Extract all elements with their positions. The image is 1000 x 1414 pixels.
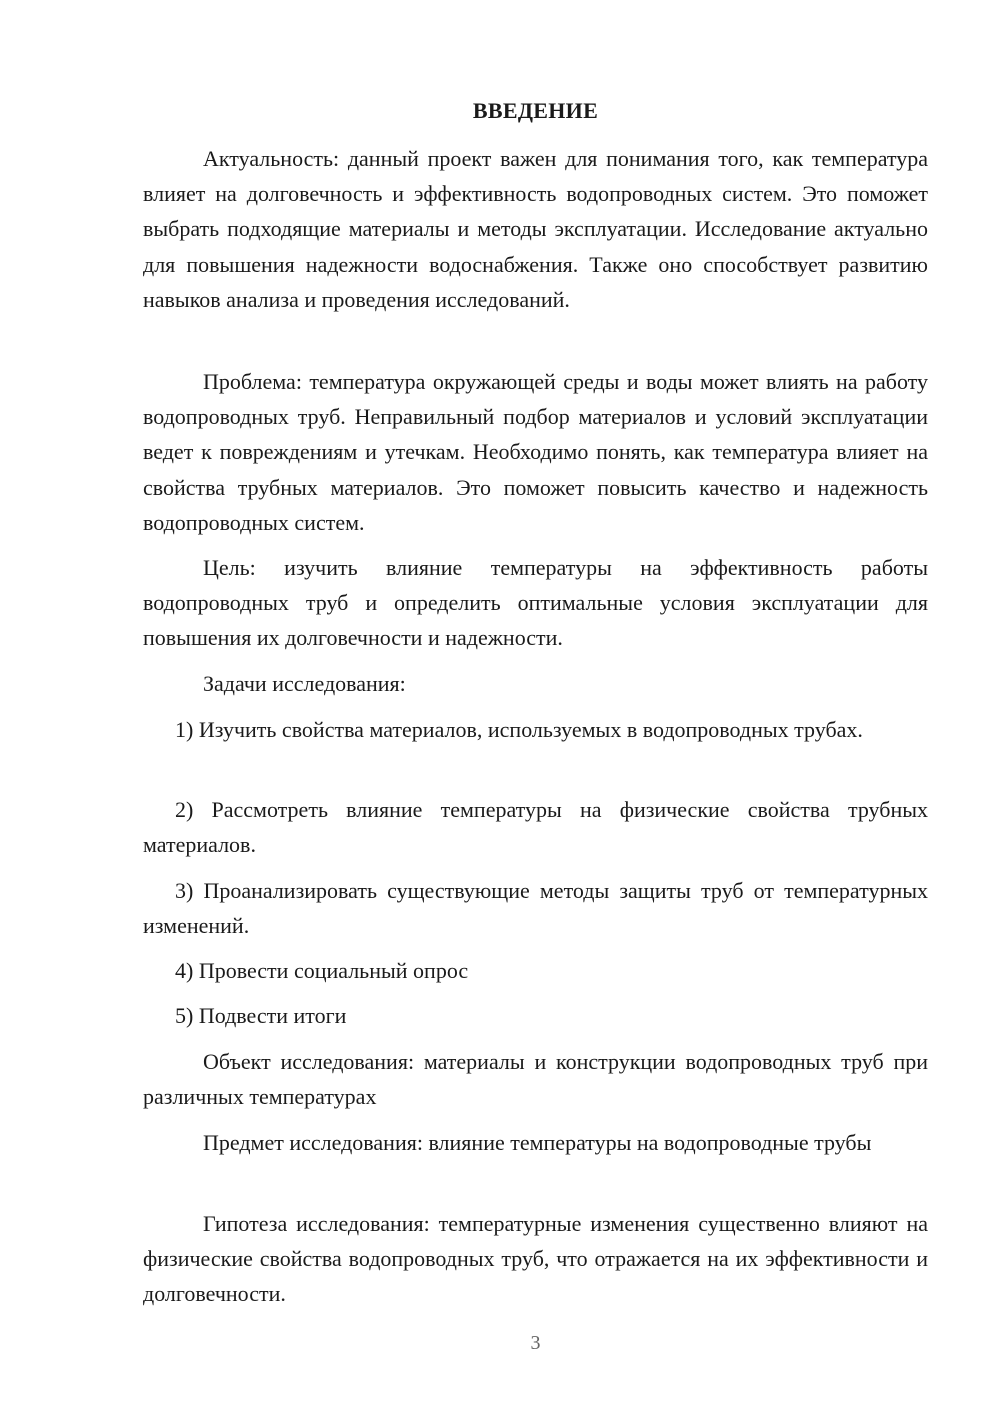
paragraph-goal: Цель: изучить влияние температуры на эффективность работы водопроводных труб и определить оптимальные условия эксплуатации для повышения их долговечности и надежности. bbox=[143, 555, 928, 651]
paragraph-subject: Предмет исследования: влияние температуры на водопроводные трубы bbox=[203, 1130, 872, 1155]
document-page bbox=[143, 0, 928, 1414]
list-item: 3) Проанализировать существующие методы защиты труб от температурных изменений. bbox=[143, 878, 928, 939]
paragraph-object: Объект исследования: материалы и конструкции водопроводных труб при различных температурах bbox=[143, 1049, 928, 1110]
list-item: 1) Изучить свойства материалов, используемых в водопроводных трубах. bbox=[175, 717, 863, 742]
paragraph-relevance: Актуальность: данный проект важен для понимания того, как температура влияет на долговечность и эффективность водопроводных систем. Это поможет выбрать подходящие материалы и методы эксплуатации. Исследование актуально для повышения надежности водоснабжения. Также оно способствует развитию навыков анализа и проведения исследований. bbox=[143, 146, 928, 312]
tasks-heading: Задачи исследования: bbox=[203, 671, 406, 696]
list-item: 5) Подвести итоги bbox=[175, 1003, 347, 1028]
paragraph-hypothesis: Гипотеза исследования: температурные изменения существенно влияют на физические свойства водопроводных труб, что отражается на их эффективности и долговечности. bbox=[143, 1211, 928, 1307]
list-item: 2) Рассмотреть влияние температуры на физические свойства трубных материалов. bbox=[143, 797, 928, 858]
paragraph-problem: Проблема: температура окружающей среды и воды может влиять на работу водопроводных труб. Неправильный подбор материалов и условий эксплуатации ведет к повреждениям и утечкам. Необходимо понять, как температура влияет на свойства трубных материалов. Это поможет повысить качество и надежность водопроводных систем. bbox=[143, 369, 928, 535]
page-number: 3 bbox=[530, 1332, 541, 1354]
list-item: 4) Провести социальный опрос bbox=[175, 958, 469, 983]
page-title: ВВЕДЕНИЕ bbox=[472, 98, 599, 123]
